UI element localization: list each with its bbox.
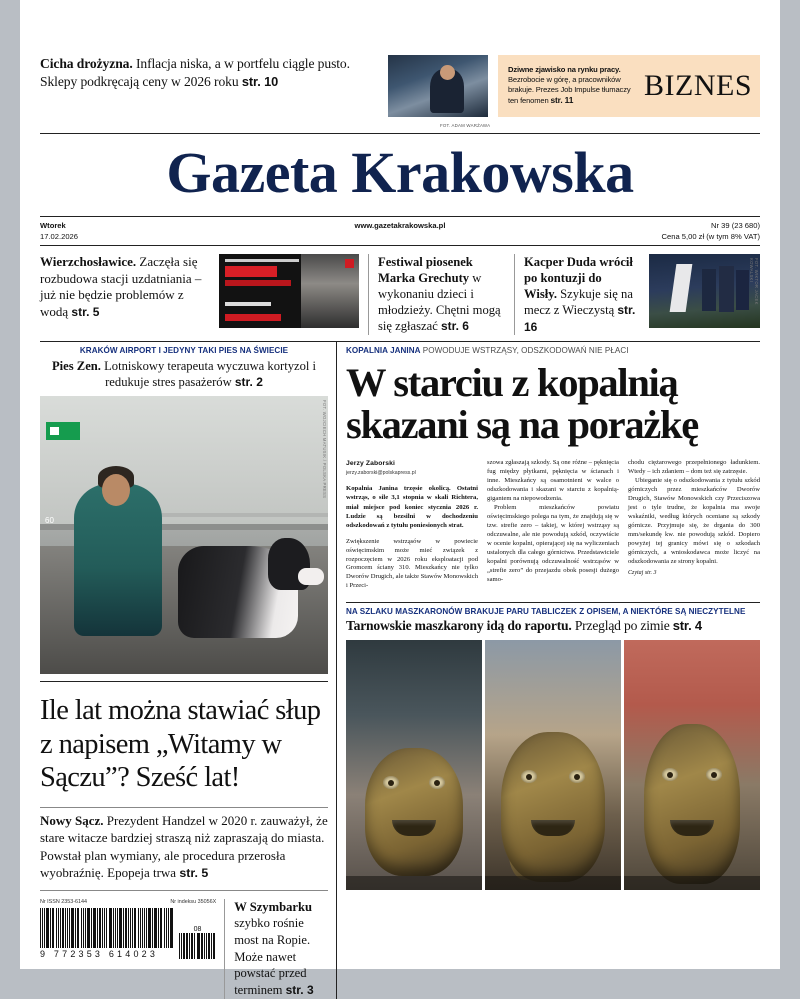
bottom-left-block <box>40 891 328 999</box>
szymbark-page[interactable]: str. 3 <box>285 982 314 997</box>
main-story-read-more[interactable]: Czytaj str. 3 <box>628 569 657 576</box>
maszkaron-sculpture-2 <box>501 732 605 882</box>
top-photo-caption: FOT. ADAM WARŻAWA <box>440 123 491 128</box>
teaser-wierzchoslawice[interactable] <box>40 254 210 335</box>
left-column-divider <box>40 681 328 682</box>
maszkarony-lead: Tarnowskie maszkarony idą do raportu. <box>346 618 572 634</box>
maszkarony-block <box>346 591 760 890</box>
index-label: Nr indeksu 35056X <box>170 898 217 905</box>
main-story-headline[interactable]: W starciu z kopalnią skazani są na porażkę <box>346 360 698 447</box>
main-story-lead: Kopalnia Janina trzęsie okolicą. Ostatni wstrząs, o sile 3,1 stopnia w skali Richtera, miał miejsce pod koniec stycznia 2026 r. Ludzie są bezsilni w dochodzeniu odszkodowań z tytułu poniesionych strat. <box>346 484 478 530</box>
teaser-3-page[interactable]: str. 16 <box>524 303 636 334</box>
dog-story-lead: Pies Zen. <box>51 359 101 374</box>
top-left-teaser-lead: Cicha drożyzna. <box>40 56 133 71</box>
maszkarony-kicker: NA SZLAKU MASZKARONÓW BRAKUJE PARU TABLICZEK Z OPISEM, A NIEKTÓRE SĄ NIECZYTELNE <box>346 607 746 617</box>
sacz-story-headline[interactable]: Ile lat można stawiać słup z napisem „Witamy w Sączu”? Sześć lat! <box>40 695 321 794</box>
main-story-kicker-rest: POWODUJE WSTRZĄSY, ODSZKODOWAŃ NIE PŁACI <box>420 346 629 356</box>
maszkarony-photo-strip <box>346 640 760 890</box>
business-promo-body: Bezrobocie w górę, a pracowników brakuje. Prezes Job Impulse tłumaczy ten fenomen <box>508 75 631 106</box>
dog-story-kicker: KRAKÓW AIRPORT I JEDYNY TAKI PIES NA ŚWIECIE <box>79 346 289 356</box>
business-promo-text <box>508 65 638 106</box>
main-story-kicker-bold: KOPALNIA JANINA <box>346 346 421 356</box>
biznes-logo: BIZNES <box>644 69 752 102</box>
dog-story-page[interactable]: str. 2 <box>234 375 263 390</box>
barcode-row <box>40 908 216 959</box>
barcode-main <box>40 908 174 948</box>
teaser-row <box>40 246 760 341</box>
maszkarony-page[interactable]: str. 4 <box>672 618 702 634</box>
main-story-kicker <box>346 346 760 357</box>
maszkaron-sculpture-3 <box>644 724 740 884</box>
teaser-2-page[interactable]: str. 6 <box>440 319 469 334</box>
main-story-col2-p2: Problem mieszkańców powiatu oświęcimskiego polega na tym, że znajdują się w tzw. strefie zero – takiej, w której wstrząsy są odczuwalne, ale nie powodują szkód, oczywiście w ocenie kopalni, opierającej się na wyliczeniach ustalonych dla całego górnictwa. Przedstawiciele kopalni porównują odczuwalność wstrząsów w „strefie zero” do przejazdu obok posesji dużego samo- <box>487 504 619 583</box>
article-column-1 <box>346 459 478 591</box>
dateline-right <box>520 220 760 242</box>
main-story-columns <box>346 456 760 591</box>
sacz-story-page[interactable]: str. 5 <box>179 866 209 881</box>
football-photo-credit: FOT. WIKTOR JACEK KOWALSKI <box>749 258 759 305</box>
maszkaron-sculpture-1 <box>365 748 463 876</box>
business-promo-box[interactable] <box>498 55 760 117</box>
article-column-2 <box>487 459 619 591</box>
issue-number: Nr 39 (23 680) <box>711 221 760 230</box>
main-story-col3-p2: Ubieganie się o odszkodowania z tytułu szkód górniczych przez mieszkańców Dworów Drugich, Stawów Monowskich czy Przeciszowa jest o tyle trudne, że kopalnia ma swoje wskaźniki, według których oceniane są szkody górnicze. Przyjmuje się, że drgania do 300 mm/sekundę kw. nie powodują szkód. Dopiero powyżej tej granicy mówi się o szkodach górniczych, a wnioskodawca może liczyć na odszkodowania ze strony kopalni. <box>628 477 760 565</box>
dateline-weekday: Wtorek <box>40 221 66 230</box>
main-story-col1-p1: Zwiększenie wstrząsów w powiecie oświęcimskim może mieć związek z rozpoczęciem w 2026 roku eksploatacji pod Gromcem ściany 310. Mieszkańcy nie tylko Dworów Drugich, ale także Stawów Monowskich i Przeci- <box>346 537 478 590</box>
main-content-grid <box>40 342 760 999</box>
newspaper-front-page <box>20 0 780 997</box>
main-story-col3-p1: chodu ciężarowego przepełnionego ładunkiem. Wtedy – ich zdaniem – dom też się zatrzęsie. <box>628 459 760 476</box>
top-promo-strip <box>40 0 760 133</box>
teaser-1-text: Zaczęła się rozbudowa stacji uzdatniania – już nie będzie problemów z wodą <box>40 254 202 319</box>
szymbark-text: szybko rośnie most na Ropie. Może nawet powstać przed terminem <box>234 916 311 997</box>
business-promo-lead: Dziwne zjawisko na rynku pracy. <box>508 65 621 75</box>
dateline-date: 17.02.2026 <box>40 232 79 241</box>
maszkaron-photo-3 <box>624 640 760 890</box>
dog-story-photo: 60 FOT. WOJCIECH MATUSIK / POLSKA PRESS <box>40 396 328 674</box>
dateline-website[interactable]: www.gazetakrakowska.pl <box>354 221 446 230</box>
maszkaron-photo-1 <box>346 640 482 890</box>
issn-label: Nr ISSN 2353-6144 <box>40 898 88 905</box>
barcode-meta <box>40 899 216 908</box>
teaser-1-lead: Wierzchosławice. <box>40 254 137 269</box>
top-left-photo <box>388 55 488 117</box>
barcode-addon <box>179 926 216 959</box>
barcode-main-wrap <box>40 908 174 959</box>
barcode-digits: 9 772353 614023 <box>40 948 159 959</box>
teaser-concert-poster-image <box>219 254 359 328</box>
teaser-grechuta-festival[interactable] <box>368 254 514 335</box>
masthead-title: Gazeta Krakowska <box>166 140 634 205</box>
barcode-addon-label: 08 <box>193 925 202 933</box>
barcode-addon-bars <box>179 933 216 959</box>
author-name: Jerzy Zaborski <box>346 460 396 468</box>
dog-story-text: Lotniskowy terapeuta wyczuwa kortyzol i redukuje stres pasażerów <box>100 359 317 390</box>
sacz-story-lead: Nowy Sącz. <box>40 812 104 828</box>
maszkaron-photo-2 <box>485 640 621 890</box>
sacz-story-text: Prezydent Handzel w 2020 r. zauważył, że stare witacze bardziej straszą niż zapraszają do miasta. Powstał plan wymiany, ale procedura przerosła wyobraźnię. Epopeja trwa <box>40 812 328 881</box>
top-left-teaser-text: Inflacja niska, a w portfelu ciągle pusto. Sklepy podkręcają ceny w 2026 roku <box>40 56 350 90</box>
cover-price: Cena 5,00 zł (w tym 8% VAT) <box>661 232 760 241</box>
teaser-3-text: Szykuje się na mecz z Wieczystą <box>524 287 633 318</box>
szymbark-lead: W Szymbarku <box>234 899 312 914</box>
teaser-3-lead: Kacper Duda wrócił po kontuzji do Wisły. <box>524 255 633 302</box>
poster-logo-icon <box>345 259 354 268</box>
top-left-teaser-page[interactable]: str. 10 <box>241 74 279 90</box>
maszkarony-teaser[interactable] <box>346 616 760 640</box>
teaser-kacper-duda[interactable] <box>514 254 644 335</box>
author-email[interactable]: jerzy.zaborski@polskapress.pl <box>346 469 416 476</box>
maszkarony-text: Przegląd po zimie <box>571 618 673 634</box>
business-promo-page[interactable]: str. 11 <box>550 95 574 106</box>
exit-sign-icon <box>46 422 80 440</box>
dog-story-teaser[interactable] <box>40 355 328 396</box>
article-column-3 <box>628 459 760 591</box>
dateline-left <box>40 220 280 242</box>
teaser-football-photo <box>649 254 760 328</box>
teaser-2-lead: Festiwal piosenek Marka Grechuty <box>378 255 473 286</box>
top-left-teaser[interactable] <box>40 55 388 133</box>
left-column <box>40 342 336 999</box>
dateline-bar <box>40 216 760 246</box>
szymbark-teaser[interactable] <box>224 899 328 999</box>
sacz-story-body[interactable] <box>40 808 328 882</box>
teaser-1-page[interactable]: str. 5 <box>71 304 100 319</box>
main-story-col2-p1: szowa zgłaszają szkody. Są one różne – pęknięcia fug między płytkami, pęknięcia w ścianach i inne. Mieszkańcy są osamotnieni w walce o odszkodowania i skazani w starciu z kopalnią-gigantem na niepowodzenia. <box>487 459 619 503</box>
dog-photo-credit: FOT. WOJCIECH MATUSIK / POLSKA PRESS <box>322 400 327 499</box>
right-column <box>336 342 760 999</box>
barcode-block <box>40 899 224 999</box>
teaser-2-text: w wykonaniu dzieci i młodzieży. Chętni mogą się zgłaszać <box>378 271 501 334</box>
